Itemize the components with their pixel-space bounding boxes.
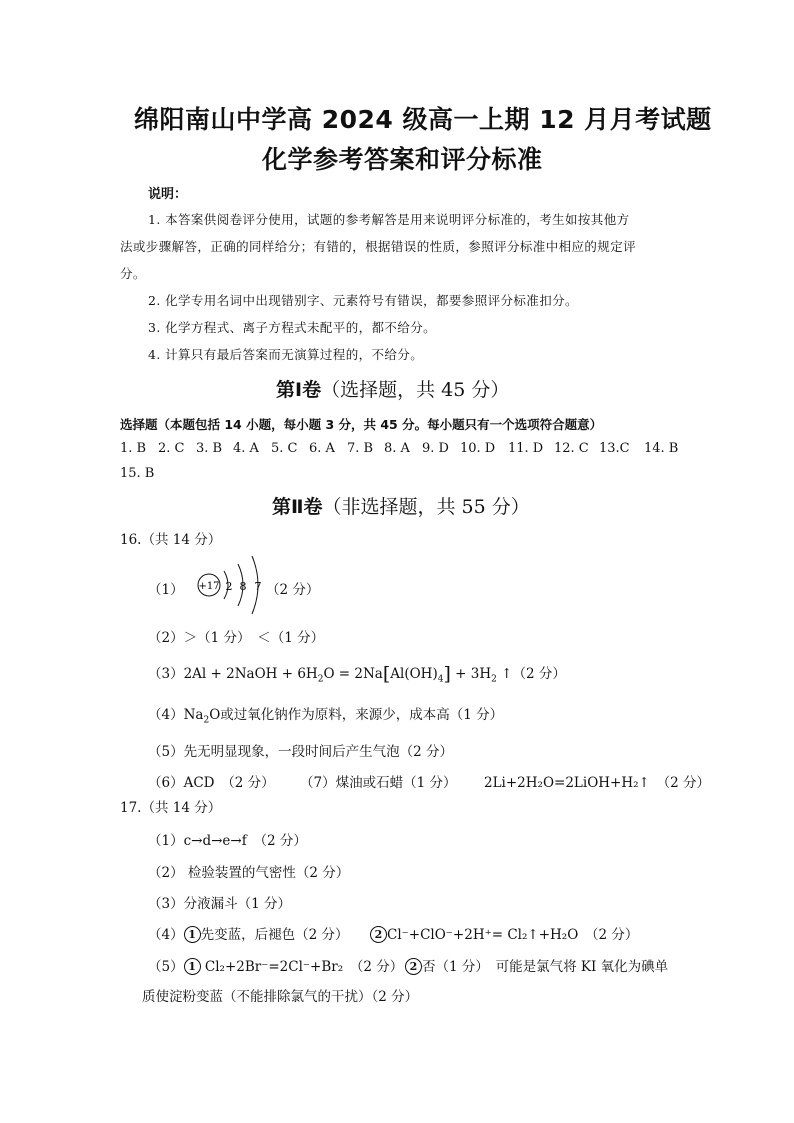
circled-1-icon: 1 <box>184 958 201 975</box>
q16-part7: （7）煤油或石蜡（1 分） <box>300 775 457 791</box>
q17-part5-b <box>405 955 668 975</box>
q17-part4-b-text: Cl⁻+ClO⁻+2H⁺= Cl₂↑+H₂O （2 分） <box>387 927 639 943</box>
q16-part5: （5）先无明显现象，一段时间后产生气泡（2 分） <box>148 744 453 760</box>
circled-2-icon: 2 <box>370 926 387 943</box>
q16-part3: （3）2Al + 2NaOH + $6H_2O = 2Na[Al(OH)_4] + 3H_2$ ↑（2 分） <box>148 663 566 685</box>
shell-3-electrons: 7 <box>254 580 262 593</box>
mc-answer-10: 10. D <box>460 441 496 456</box>
shell-2-electrons: 8 <box>239 580 247 593</box>
nucleus-charge: +17 <box>198 581 220 592</box>
mc-heading: 选择题（本题包括 14 小题，每小题 3 分，共 45 分。每小题只有一个选项符合题意） <box>120 417 603 432</box>
q16-part4-label: （4） <box>148 707 184 723</box>
q17-part4-label: （4） <box>148 927 184 943</box>
q17-heading: 17.（共 14 分） <box>120 800 222 816</box>
q17-part3: （3）分液漏斗（1 分） <box>148 896 291 912</box>
mc-answer-2: 2. C <box>158 441 185 456</box>
q16-part7-equation: 2Li+2H₂O=2LiOH+H₂↑ （2 分） <box>484 775 710 791</box>
part1-paren: （选择题，共 45 分） <box>321 379 510 401</box>
note-item-1-line-3: 分。 <box>120 266 146 281</box>
q16-part3-eq-mid: O = 2Na <box>323 666 383 682</box>
q16-part3-label: （3） <box>148 666 184 682</box>
q17-part1: （1）c→d→e→f （2 分） <box>148 833 307 849</box>
mc-answer-15: 15. B <box>120 466 155 481</box>
q17-part4 <box>148 923 348 943</box>
q16-part3-score: （2 分） <box>512 666 566 682</box>
q16-part3-eq-right: + 3H <box>450 666 492 682</box>
q17-part5-label: （5） <box>148 959 184 975</box>
shell-1-electrons: 2 <box>225 580 233 593</box>
chlorine-atom-structure-diagram <box>192 552 268 618</box>
q16-part3-eq-complex: Al(OH) <box>390 666 438 682</box>
part2-paren: （非选择题，共 55 分） <box>322 496 530 518</box>
q17-part5-continued: 质使淀粉变蓝（不能排除氯气的干扰）（2 分） <box>142 989 419 1005</box>
q17-part5-a: Cl₂+2Br⁻=2Cl⁻+Br₂ （2 分） <box>204 959 404 975</box>
mc-answer-13: 13.C <box>599 441 630 456</box>
circled-1-icon: 1 <box>184 926 201 943</box>
page-title: 绵阳南山中学高 2024 级高一上期 12 月月考试题 <box>134 105 712 134</box>
q17-part5-b-text: 否（1 分） 可能是氯气将 KI 氧化为碘单 <box>422 959 669 975</box>
q16-part4: $(4)Na_2O$或过氧化钠作为原料，来源少，成本高（1 分） <box>148 707 504 726</box>
part2-heading <box>272 492 530 519</box>
mc-answer-9: 9. D <box>422 441 449 456</box>
part1-label: 第Ⅰ卷 <box>276 379 322 401</box>
q16-part2: （2）＞（1 分） ＜（1 分） <box>148 630 325 646</box>
mc-answer-4: 4. A <box>233 441 259 456</box>
note-item-2: 2. 化学专用名词中出现错别字、元素符号有错误，都要参照评分标准扣分。 <box>148 293 578 308</box>
mc-answer-5: 5. C <box>271 441 298 456</box>
note-item-4: 4. 计算只有最后答案而无演算过程的，不给分。 <box>148 347 424 362</box>
mc-answer-14: 14. B <box>644 441 679 456</box>
mc-answer-3: 3. B <box>196 441 223 456</box>
part1-heading <box>276 375 509 402</box>
q16-part4-text: 或过氧化钠作为原料，来源少，成本高（1 分） <box>220 707 504 723</box>
q17-part2: （2） 检验装置的气密性（2 分） <box>148 865 350 881</box>
note-item-1-line-1: 1. 本答案供阅卷评分使用，试题的参考解答是用来说明评分标准的，考生如按其他方 <box>148 212 630 227</box>
part2-label: 第Ⅱ卷 <box>272 496 323 518</box>
q16-part6: （6）ACD （2 分） <box>148 775 275 791</box>
q16-heading: 16.（共 14 分） <box>120 532 222 548</box>
notes-heading: 说明： <box>148 187 188 202</box>
mc-answer-6: 6. A <box>309 441 335 456</box>
q16-part1-score: （2 分） <box>266 582 320 598</box>
circled-2-icon: 2 <box>405 958 422 975</box>
q17-part4-a: 先变蓝，后褪色（2 分） <box>200 927 349 943</box>
q16-part3-eq-left: 2Al + 2NaOH + 6H <box>183 666 318 682</box>
mc-answer-7: 7. B <box>347 441 374 456</box>
note-item-1-line-2: 法或步骤解答，正确的同样给分；有错的，根据错误的性质，参照评分标准中相应的规定评 <box>120 239 637 254</box>
mc-answer-8: 8. A <box>384 441 410 456</box>
page-subtitle: 化学参考答案和评分标准 <box>262 145 543 174</box>
mc-answer-11: 11. D <box>508 441 544 456</box>
q17-part4-b <box>370 923 638 943</box>
note-item-3: 3. 化学方程式、离子方程式未配平的，都不给分。 <box>148 320 437 335</box>
q17-part5 <box>148 955 403 975</box>
q16-part1-label: （1） <box>148 582 184 598</box>
mc-answer-12: 12. C <box>554 441 589 456</box>
mc-answer-1: 1. B <box>120 441 147 456</box>
